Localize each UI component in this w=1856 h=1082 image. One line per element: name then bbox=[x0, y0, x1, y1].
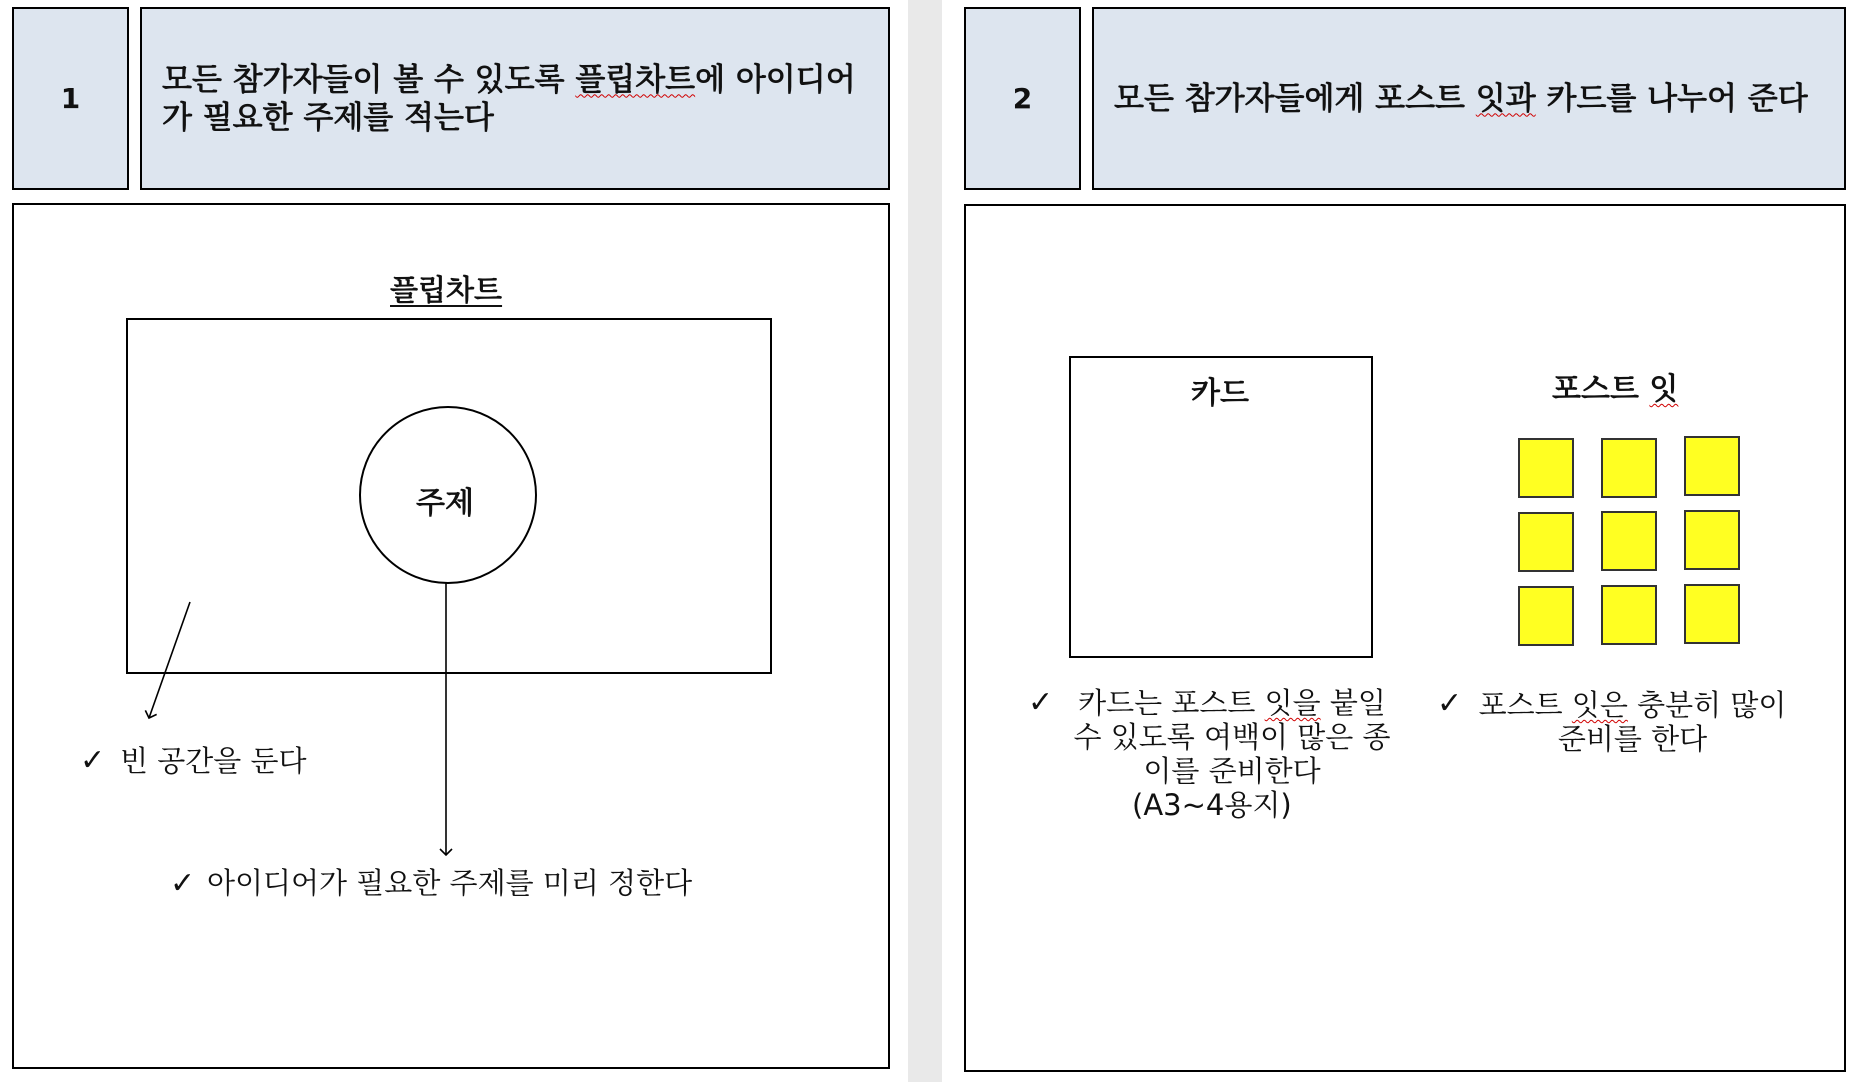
postit-note-part: 포스트 bbox=[1478, 688, 1572, 722]
step1-panel bbox=[0, 0, 908, 1082]
postit-label bbox=[1552, 364, 1678, 408]
step1-number: 1 bbox=[60, 82, 81, 115]
card-note bbox=[1062, 686, 1402, 822]
card-note-line: 이를 준비한다 bbox=[1143, 754, 1321, 788]
postit-note bbox=[1601, 585, 1657, 645]
postit-note bbox=[1518, 438, 1574, 498]
card-note-part: 카드는 포스트 bbox=[1078, 686, 1265, 720]
topic-circle-label: 주제 bbox=[416, 486, 474, 521]
step1-title-part: 가 필요한 주제를 적는다 bbox=[162, 99, 494, 136]
flipchart-diagram bbox=[0, 0, 908, 1082]
step2-title-cell bbox=[1092, 7, 1846, 190]
step1-title-part: 모든 참가자들이 볼 수 있도록 bbox=[162, 61, 576, 98]
check-icon: ✓ bbox=[1028, 685, 1054, 720]
postit-note-part: 충분히 많이 bbox=[1627, 688, 1787, 722]
flipchart-label: 플립차트 bbox=[390, 273, 503, 307]
postit-note bbox=[1518, 586, 1574, 646]
check-icon: ✓ bbox=[1437, 686, 1463, 721]
postit-note bbox=[1601, 438, 1657, 498]
step2-title-part: 카드를 나누어 준다 bbox=[1535, 80, 1808, 117]
postit-note bbox=[1684, 510, 1740, 570]
spell-flagged-word: 잇과 bbox=[1475, 80, 1536, 117]
step2-number-cell bbox=[964, 7, 1081, 190]
card-note-part: 붙일 bbox=[1320, 686, 1386, 720]
postit-label-part: 포스트 bbox=[1552, 372, 1650, 407]
postit-note bbox=[1601, 511, 1657, 571]
spell-flagged-word: 플립차트 bbox=[575, 61, 696, 98]
step1-title-part: 에 아이디어 bbox=[695, 61, 856, 98]
spell-flagged-word: 잇은 bbox=[1571, 688, 1628, 722]
step2-panel bbox=[942, 0, 1856, 1082]
step2-title-part: 모든 참가자들에게 포스트 bbox=[1114, 80, 1476, 117]
postit-note bbox=[1518, 512, 1574, 572]
postit-note bbox=[1684, 584, 1740, 644]
check-icon: ✓ bbox=[80, 743, 106, 778]
note-predefine-topic: 아이디어가 필요한 주제를 미리 정한다 bbox=[207, 866, 693, 900]
postit-note-text bbox=[1470, 688, 1795, 756]
spell-flagged-word: 잇 bbox=[1649, 372, 1679, 407]
check-icon: ✓ bbox=[170, 866, 196, 901]
postit-note-line: 준비를 한다 bbox=[1557, 722, 1708, 756]
postit-note bbox=[1684, 436, 1740, 496]
card-label: 카드 bbox=[1191, 376, 1249, 411]
card-note-line: 수 있도록 여백이 많은 종 bbox=[1073, 720, 1391, 754]
spell-flagged-word: 잇을 bbox=[1264, 686, 1321, 720]
step2-number: 2 bbox=[1012, 82, 1033, 115]
note-blank-space: 빈 공간을 둔다 bbox=[120, 744, 307, 778]
step2-title bbox=[1114, 80, 1808, 118]
card-note-line: (A3~4용지) bbox=[1132, 788, 1292, 822]
